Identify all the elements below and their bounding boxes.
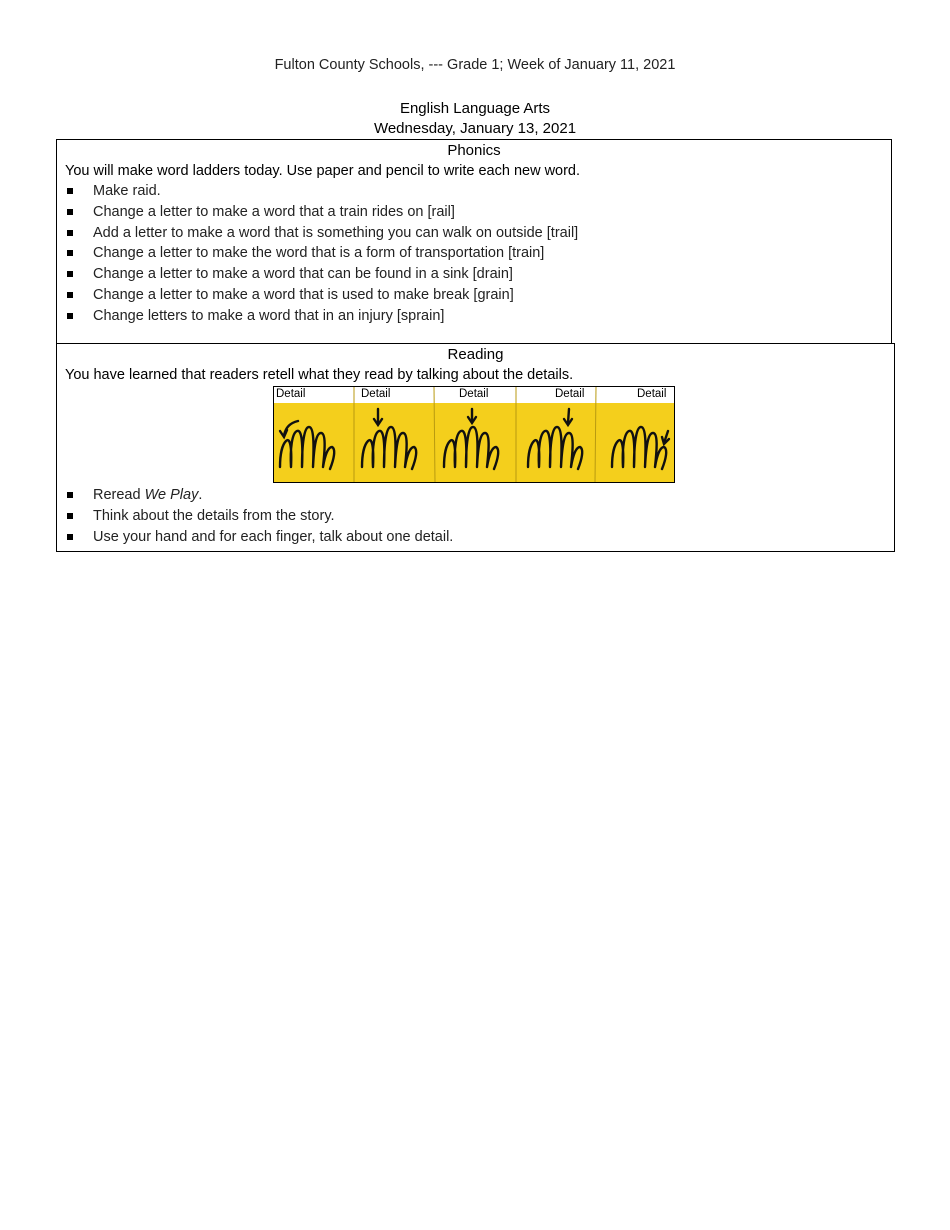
- list-item: Change a letter to make the word that is a form of transportation [train]: [57, 243, 891, 264]
- subject-heading: [0, 99, 950, 139]
- yellow-paper: [274, 403, 674, 482]
- phonics-section: [56, 139, 892, 344]
- list-item: Make raid.: [57, 181, 891, 202]
- detail-label: Detail: [361, 388, 391, 400]
- hands-drawing: [274, 387, 674, 482]
- list-item: Add a letter to make a word that is something you can walk on outside [trail]: [57, 223, 891, 244]
- item-text: Think about the details from the story.: [93, 507, 335, 524]
- detail-label: Detail: [637, 388, 667, 400]
- list-item: [57, 485, 894, 506]
- book-title: We Play: [144, 487, 199, 503]
- list-item: Change letters to make a word that in an injury [sprain]: [57, 306, 891, 327]
- item-text: .: [198, 487, 203, 503]
- retell-hands-figure: [273, 386, 675, 483]
- detail-label: Detail: [276, 388, 306, 400]
- phonics-list: [57, 181, 891, 327]
- list-item: [57, 527, 894, 548]
- reading-title: Reading: [447, 346, 504, 363]
- list-item: Change a letter to make a word that a train rides on [rail]: [57, 202, 891, 223]
- phonics-intro: You will make word ladders today. Use paper and pencil to write each new word.: [65, 163, 581, 179]
- document-header: Fulton County Schools, --- Grade 1; Week of January 11, 2021: [274, 57, 676, 73]
- reading-intro: You have learned that readers retell what they read by talking about the details.: [65, 367, 574, 383]
- lesson-date: Wednesday, January 13, 2021: [373, 120, 577, 137]
- list-item: [57, 506, 894, 527]
- subject-title: English Language Arts: [399, 100, 551, 117]
- reading-list: [57, 485, 894, 547]
- detail-label: Detail: [555, 388, 585, 400]
- phonics-title: Phonics: [447, 142, 501, 159]
- item-text: Reread: [93, 487, 145, 503]
- reading-section: [56, 343, 895, 552]
- item-text: Use your hand and for each finger, talk about one detail.: [93, 528, 454, 545]
- detail-label: Detail: [459, 388, 489, 400]
- list-item: Change a letter to make a word that can be found in a sink [drain]: [57, 264, 891, 285]
- list-item: Change a letter to make a word that is used to make break [grain]: [57, 285, 891, 306]
